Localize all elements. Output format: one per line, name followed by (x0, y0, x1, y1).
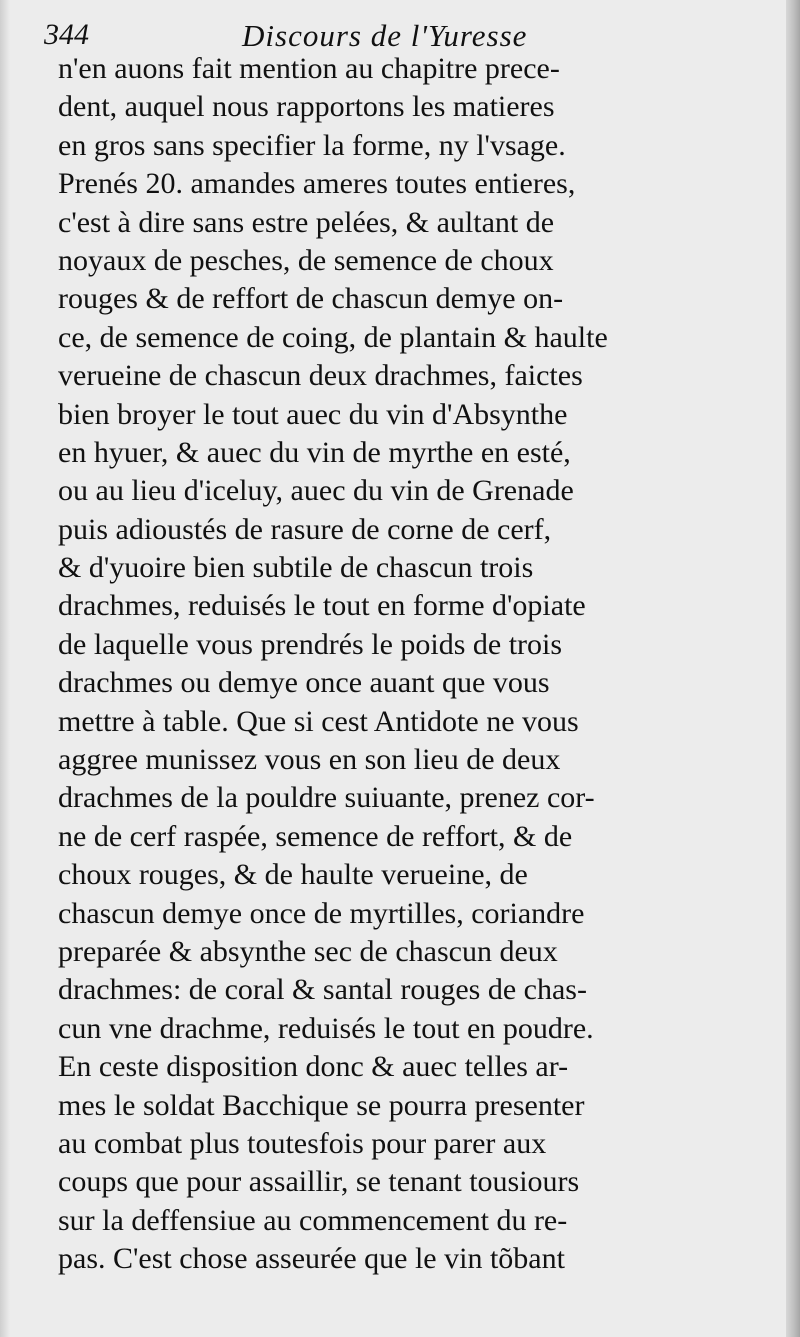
text-line: preparée & absynthe sec de chascun deux (58, 934, 558, 968)
text-line: En ceste disposition donc & auec telles ar- (58, 1050, 569, 1084)
page-gutter-shadow (0, 0, 10, 1337)
page-number: 344 (44, 18, 89, 51)
text-line: chascun demye once de myrtilles, coriandre (58, 896, 585, 930)
text-line: ou au lieu d'iceluy, auec du vin de Grenade (58, 474, 574, 508)
body-text (58, 50, 728, 1279)
text-line: drachmes, reduisés le tout en forme d'opiate (58, 589, 586, 623)
text-line: en hyuer, & auec du vin de myrthe en esté, (58, 435, 571, 469)
text-line: de laquelle vous prendrés le poids de trois (58, 627, 563, 661)
text-line: drachmes: de coral & santal rouges de chas- (58, 973, 587, 1007)
page-edge (786, 0, 800, 1337)
running-head: Discours de l'Yuresse (242, 18, 528, 53)
text-line: mettre à table. Que si cest Antidote ne vous (58, 704, 579, 738)
text-line: dent, auquel nous rapportons les matieres (58, 90, 555, 124)
text-line: ce, de semence de coing, de plantain & haulte (58, 320, 608, 354)
text-line: choux rouges, & de haulte verueine, de (58, 858, 528, 892)
text-line: noyaux de pesches, de semence de choux (58, 243, 554, 277)
text-line: drachmes de la pouldre suiuante, prenez cor- (58, 781, 595, 815)
text-line: c'est à dire sans estre pelées, & aultant de (58, 205, 555, 239)
text-line: drachmes ou demye once auant que vous (58, 666, 550, 700)
text-line: verueine de chascun deux drachmes, faictes (58, 359, 583, 393)
text-line: n'en auons fait mention au chapitre prece- (58, 52, 560, 85)
text-line: bien broyer le tout auec du vin d'Absynthe (58, 397, 568, 431)
text-line: sur la deffensiue au commencement du re- (58, 1203, 568, 1237)
text-line: aggree munissez vous en son lieu de deux (58, 743, 561, 777)
text-line: puis adioustés de rasure de corne de cerf, (58, 512, 552, 546)
text-line: & d'yuoire bien subtile de chascun trois (58, 551, 534, 585)
text-line: ne de cerf raspée, semence de reffort, & de (58, 819, 573, 853)
text-line: cun vne drachme, reduisés le tout en poudre. (58, 1011, 594, 1045)
text-line: en gros sans specifier la forme, ny l'vsage. (58, 128, 566, 162)
text-line: mes le soldat Bacchique se pourra presenter (58, 1088, 585, 1122)
text-line: coups que pour assaillir, se tenant tousiours (58, 1165, 580, 1199)
text-line: Prenés 20. amandes ameres toutes entieres, (58, 167, 576, 201)
text-line: au combat plus toutesfois pour parer aux (58, 1126, 547, 1160)
text-line: pas. C'est chose asseurée que le vin tõbant (58, 1242, 565, 1276)
text-line: rouges & de reffort de chascun demye on- (58, 282, 564, 316)
